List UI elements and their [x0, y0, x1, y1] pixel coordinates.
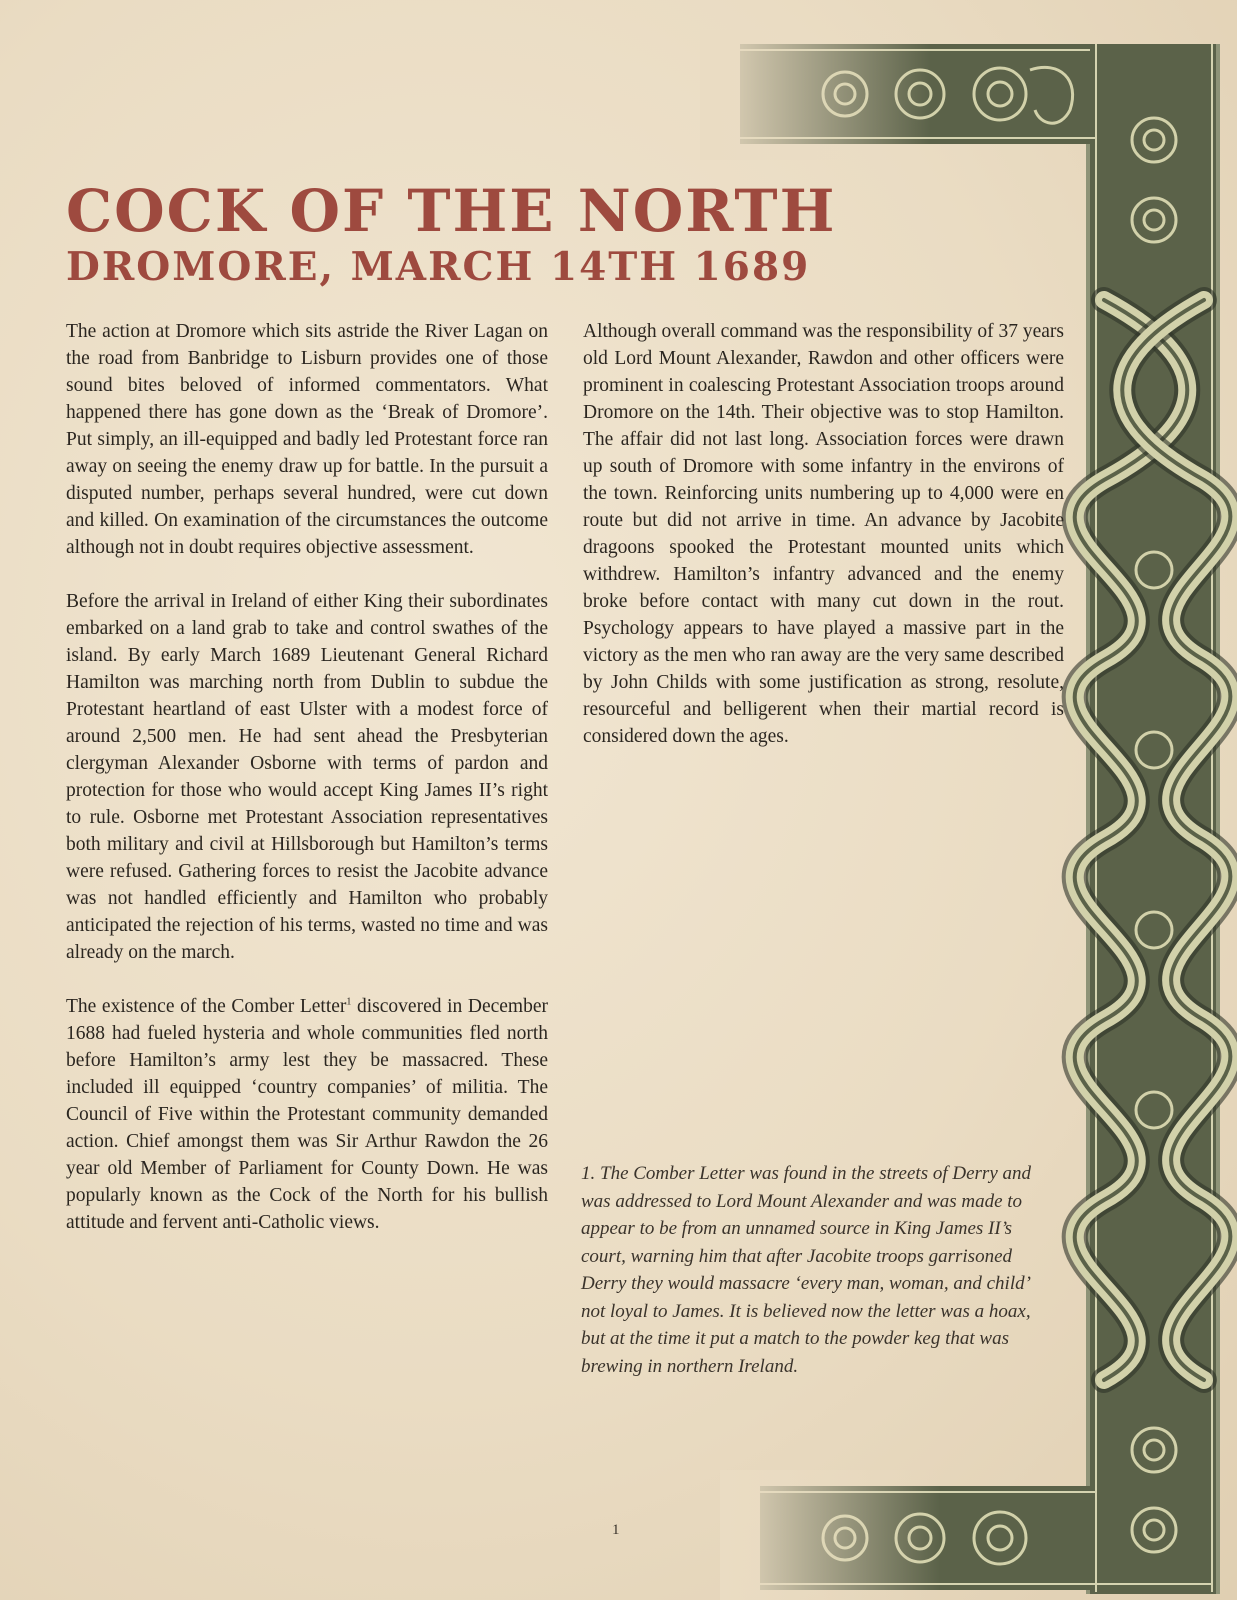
paragraph: Although overall command was the responsibility of 37 years old Lord Mount Alexander, Rawdon and other officers were prominent in coalescing Protestant Association troops around Dromore on the 14th. Their objective was to stop Hamilton. The affair did not last long. Association forces were drawn up south of Dromore with some infantry in the environs of the town. Reinforcing units numbering up to 4,000 were en route but did not arrive in time. An advance by Jacobite dragoons spooked the Protestant mounted units which withdrew. Hamilton’s infantry advanced and the enemy broke before contact with many cut down in the rout. Psychology appears to have played a massive part in the victory as the men who ran away are the very same described by John Childs with some justification as strong, resolute, resourceful and belligerent when their martial record is considered down the ages. [583, 321, 1064, 747]
page-subtitle: DROMORE, MARCH 14TH 1689 [66, 243, 811, 290]
left-column [66, 318, 548, 1263]
paragraph: The action at Dromore which sits astride the River Lagan on the road from Banbridge to Lisburn provides one of those sound bites beloved of informed commentators. What happened there has gone down as the ‘Break of Dromore’. Put simply, an ill-equipped and badly led Protestant force ran away on seeing the enemy draw up for battle. In the pursuit a disputed number, perhaps several hundred, were cut down and killed. On examination of the circumstances the outcome although not in doubt requires objective assessment. [66, 321, 548, 558]
right-column [583, 318, 1064, 777]
page-title: COCK OF THE NORTH [66, 177, 837, 245]
paragraph: Before the arrival in Ireland of either King their subordinates embarked on a land grab to take and control swathes of the island. By early March 1689 Lieutenant General Richard Hamilton was marching north from Dublin to subdue the Protestant heartland of east Ulster with a modest force of around 2,500 men. He had sent ahead the Presbyterian clergyman Alexander Osborne with terms of pardon and protection for those who would accept King James II’s right to rule. Osborne met Protestant Association representatives both military and civil at Hillsborough but Hamilton’s terms were refused. Gathering forces to resist the Jacobite advance was not handled efficiently and Hamilton who probably anticipated the rejection of his terms, wasted no time and was already on the march. [66, 591, 548, 963]
footnote-reference: 1 [346, 996, 352, 1008]
paragraph [66, 993, 548, 1236]
paragraph-text: discovered in December 1688 had fueled hysteria and whole communities fled north before Hamilton’s army lest they be massacred. These included ill equipped ‘country companies’ of militia. The Council of Five within the Protestant community demanded action. Chief amongst them was Sir Arthur Rawdon the 26 year old Member of Parliament for County Down. He was popularly known as the Cock of the North for his bullish attitude and fervent anti-Catholic views. [66, 996, 548, 1233]
footnote: 1. The Comber Letter was found in the streets of Derry and was addressed to Lord Mount Alexander and was made to appear to be from an unnamed source in King James II’s court, warning him that after Jacobite troops garrisoned Derry they would massacre ‘every man, woman, and child’ not loyal to James. It is believed now the letter was a hoax, but at the time it put a match to the powder keg that was brewing in northern Ireland. [581, 1163, 1031, 1377]
paragraph-text: The existence of the Comber Letter [66, 996, 347, 1017]
page-number: 1 [612, 1522, 620, 1538]
heading-block [66, 177, 966, 291]
